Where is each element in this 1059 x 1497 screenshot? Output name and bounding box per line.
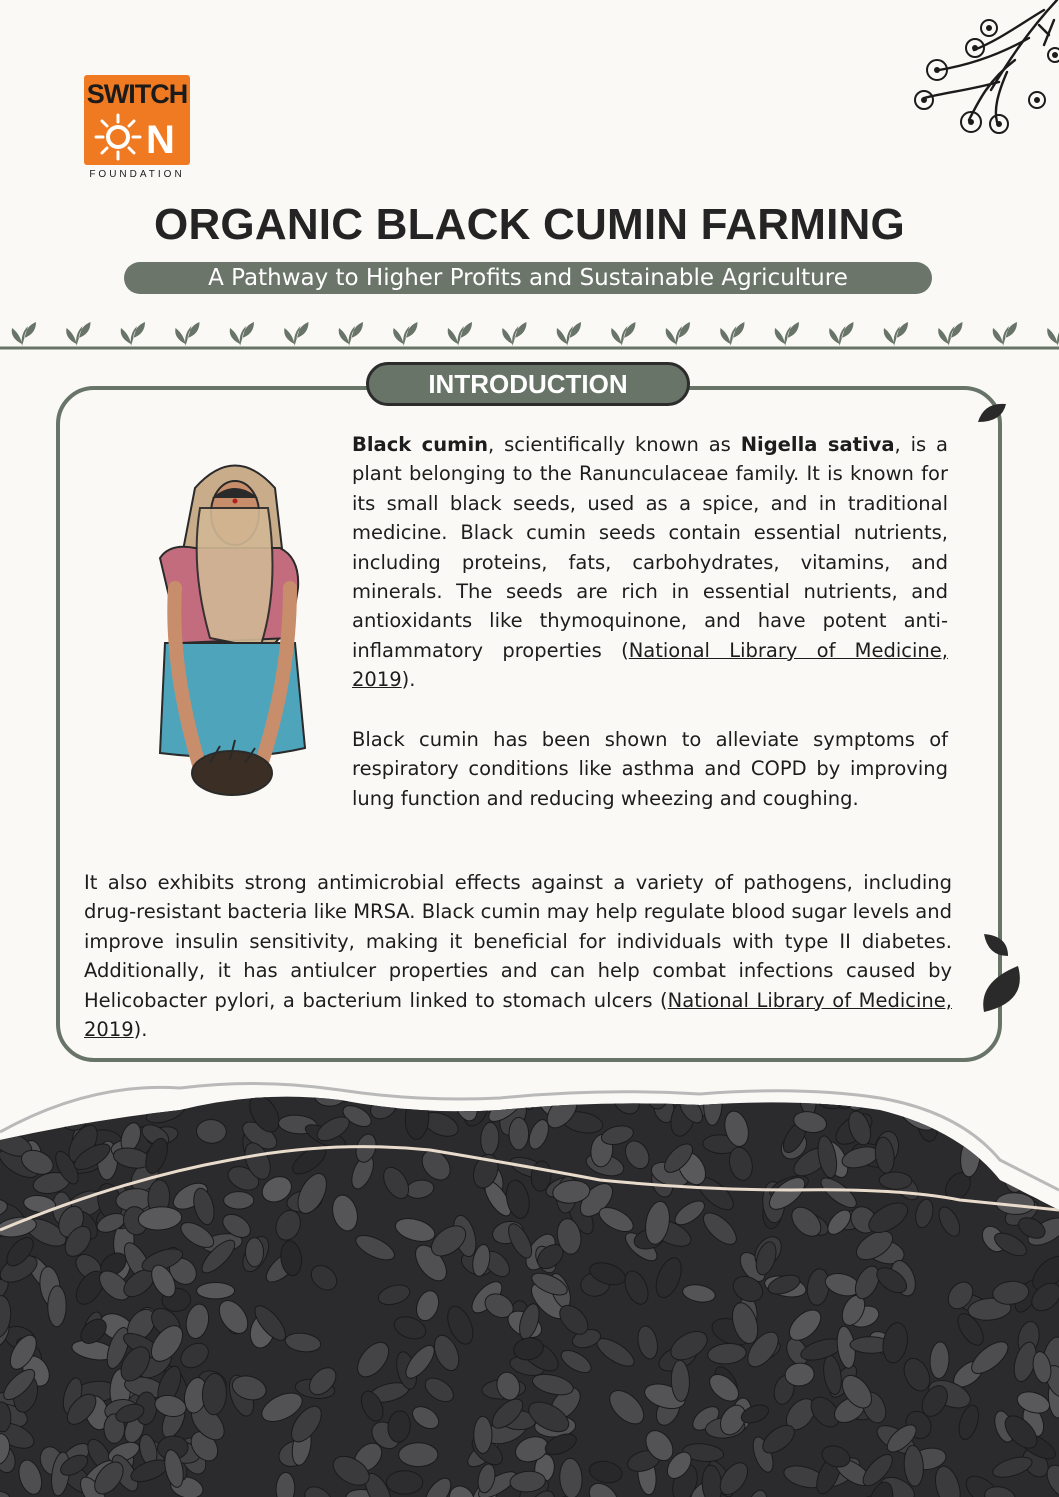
sprout-leaf-icon <box>829 322 853 346</box>
intro-paragraph-2: Black cumin has been shown to alleviate symptoms of respiratory conditions like asthma and COPD by improving lung function and reducing wheezing and coughing. <box>352 728 948 810</box>
seed-texture <box>509 1118 529 1150</box>
seed-texture <box>1021 1093 1051 1126</box>
sprout-leaf-icon <box>393 322 417 346</box>
intro-paragraph-1 <box>352 430 948 695</box>
seed-texture <box>13 1070 52 1100</box>
seed-texture <box>508 1073 539 1112</box>
intro-paragraph-3 <box>84 868 952 1044</box>
seed-texture <box>386 1471 422 1494</box>
sprout-leaf-icon <box>775 322 799 346</box>
intro-p1-text-b: , is a plant belonging to the Ranunculaceae family. It is known for its small black seeds, used as a spice, and in traditional medicine. Black cumin seeds contain essential nutrients, including proteins, fats, carbohydrates, vitamins, and minerals. The seeds are rich in essential nutrients, and antioxidants like thymoquinone, and have potent anti-inflammatory properties ( <box>352 433 948 662</box>
seed-texture <box>603 1070 642 1107</box>
intro-p1-text-a: , scientifically known as <box>488 433 741 456</box>
seed-texture <box>1028 1136 1058 1160</box>
seed-texture <box>1041 1070 1059 1096</box>
term-black-cumin: Black cumin <box>352 433 489 456</box>
logo-word-switch: SWITCH <box>86 79 188 109</box>
sprout-leaf-icon <box>121 322 145 346</box>
seed-texture <box>245 1237 264 1267</box>
sprout-leaf-icon <box>175 322 199 346</box>
sprout-leaf-icon <box>993 322 1017 346</box>
logo-box <box>84 75 190 165</box>
seed-texture <box>35 1070 71 1111</box>
switch-on-foundation-logo <box>84 75 190 180</box>
seed-texture <box>1050 1154 1059 1180</box>
sprout-leaf-icon <box>611 322 635 346</box>
seed-texture <box>1003 1156 1026 1193</box>
sprout-leaf-icon <box>448 322 472 346</box>
seed-texture <box>972 1072 1010 1111</box>
intro-p3-text-b: ). <box>133 1018 148 1042</box>
section-heading-introduction: INTRODUCTION <box>366 362 690 406</box>
sprout-leaf-icon <box>502 322 526 346</box>
seed-texture <box>135 1070 173 1101</box>
black-cumin-seeds-photo <box>0 1070 1059 1497</box>
seed-texture <box>77 1088 98 1118</box>
term-nigella-sativa: Nigella sativa <box>740 433 895 456</box>
woman-holding-soil-illustration <box>140 448 320 808</box>
seed-texture <box>399 1443 438 1467</box>
seed-texture <box>47 1286 66 1327</box>
seed-texture <box>1044 1070 1059 1101</box>
page-subtitle: A Pathway to Higher Profits and Sustainable Agriculture <box>124 262 932 294</box>
page-title: ORGANIC BLACK CUMIN FARMING <box>154 200 905 249</box>
seed-texture <box>147 1070 194 1095</box>
citation-link-2[interactable]: National Library of Medicine, 2019 <box>84 988 952 1042</box>
nigella-flower-sprig-icon <box>879 0 1059 160</box>
seed-texture <box>135 1075 172 1112</box>
sprout-leaf-icon <box>666 322 690 346</box>
seed-texture <box>1023 1092 1057 1120</box>
black-seed-icon <box>978 962 1028 1016</box>
sprout-leaf-icon <box>557 322 581 346</box>
seed-texture <box>84 1080 123 1115</box>
sprout-leaf-icon <box>720 322 744 346</box>
seed-texture <box>1019 1123 1054 1154</box>
sprout-leaf-icon <box>12 322 36 346</box>
seed-texture <box>113 1070 155 1087</box>
seed-texture <box>161 1070 205 1087</box>
seed-texture <box>999 1070 1033 1083</box>
leaf-vine-divider-icon <box>0 310 1059 354</box>
seed-texture <box>264 1070 297 1089</box>
sprout-leaf-icon <box>284 322 308 346</box>
seed-texture <box>616 1070 661 1087</box>
seed-texture <box>334 1070 360 1103</box>
logo-word-foundation: FOUNDATION <box>89 169 185 180</box>
seed-texture <box>474 1416 492 1453</box>
seed-texture <box>958 1107 1000 1136</box>
sprout-leaf-icon <box>884 322 908 346</box>
seed-texture <box>110 1076 147 1114</box>
intro-p3-text-a: It also exhibits strong antimicrobial effects against a variety of pathogens, including drug-resistant bacteria like MRSA. Black cumin may help regulate blood sugar levels and improve insulin sensitivity, making it beneficial for individuals with type II diabetes. Additionally, it has antiulcer properties and can help combat infections caused by Helicobacter pylori, a bacterium linked to stomach ulcers ( <box>84 871 952 1012</box>
seed-texture <box>138 1070 185 1093</box>
citation-link-1[interactable]: National Library of Medicine, 2019 <box>352 638 948 692</box>
seed-texture <box>10 1070 50 1104</box>
intro-p1-text-c: ). <box>401 668 416 692</box>
seed-texture <box>864 1078 899 1108</box>
sprout-leaf-icon <box>938 322 962 346</box>
black-seed-icon <box>980 930 1012 960</box>
logo-word-on: N <box>146 118 175 161</box>
seed-texture <box>946 1105 979 1127</box>
sprout-leaf-icon <box>1047 322 1059 346</box>
seed-texture <box>0 1082 32 1123</box>
black-seed-icon <box>976 400 1010 428</box>
sun-icon <box>94 111 180 161</box>
seed-texture <box>490 1070 531 1097</box>
sprout-leaf-icon <box>66 322 90 346</box>
seed-texture <box>224 1192 254 1209</box>
seed-texture <box>1039 1096 1059 1134</box>
seed-texture <box>197 1283 235 1299</box>
sprout-leaf-icon <box>230 322 254 346</box>
seed-texture <box>793 1070 839 1090</box>
seed-texture <box>816 1086 848 1109</box>
seed-texture <box>150 1070 195 1101</box>
sprout-leaf-icon <box>339 322 363 346</box>
